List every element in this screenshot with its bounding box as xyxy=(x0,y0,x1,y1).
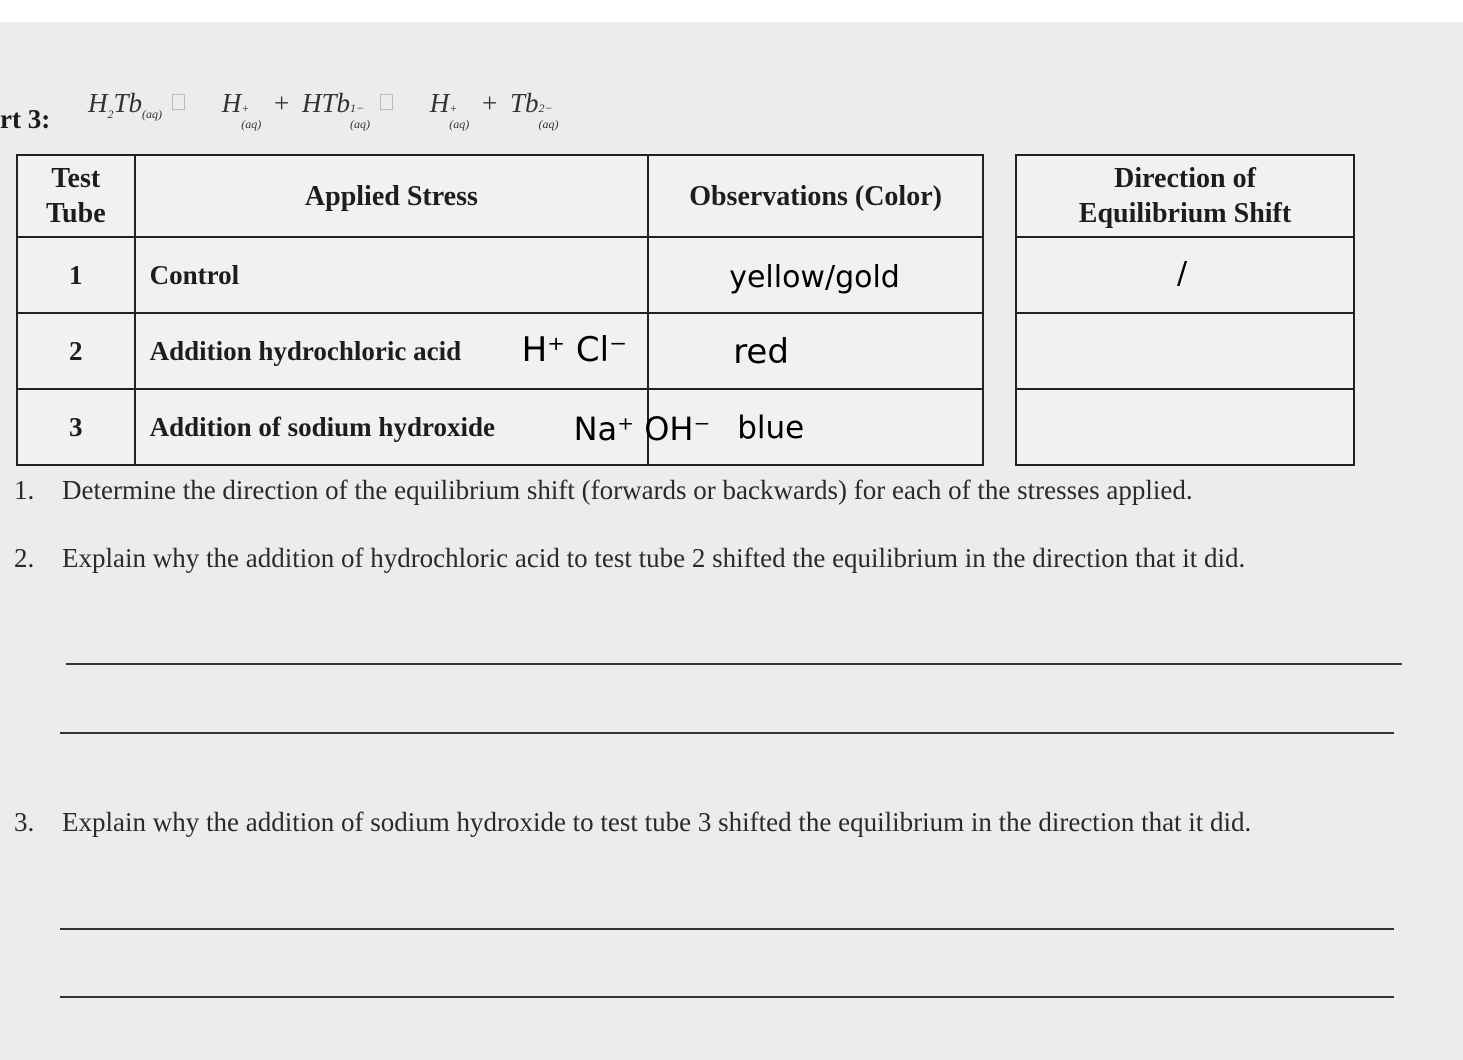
table-row xyxy=(17,389,983,465)
question-3 xyxy=(14,804,1354,841)
answer-line[interactable] xyxy=(60,996,1394,998)
direction-cell[interactable] xyxy=(1016,389,1354,465)
question-1 xyxy=(14,472,1414,509)
tube-number: 3 xyxy=(17,389,135,465)
stress-cell: Control xyxy=(135,237,649,313)
answer-line[interactable] xyxy=(60,732,1394,734)
plus-sign: + xyxy=(274,88,290,118)
handwritten-observation: blue xyxy=(737,410,805,446)
tube-number: 2 xyxy=(17,313,135,389)
observation-cell[interactable] xyxy=(648,237,983,313)
handwritten-direction: / xyxy=(1177,256,1188,291)
observation-cell[interactable] xyxy=(648,313,983,389)
handwritten-observation: red xyxy=(733,332,789,372)
direction-cell[interactable] xyxy=(1016,237,1354,313)
handwritten-observation: yellow/gold xyxy=(729,260,900,295)
eq-htb: HTb 1− (aq) xyxy=(302,88,371,131)
question-text: Determine the direction of the equilibrium shift (forwards or backwards) for each of the stresses applied. xyxy=(62,475,1193,505)
part-label: rt 3: xyxy=(0,104,51,134)
stress-observation-table xyxy=(16,154,984,466)
table-header-row xyxy=(1016,155,1354,237)
tube-number: 1 xyxy=(17,237,135,313)
eq-h-plus-1: H + (aq) xyxy=(221,88,262,131)
equilibrium-arrow-glyph xyxy=(380,94,393,110)
question-number: 1. xyxy=(14,475,35,505)
table-row xyxy=(1016,313,1354,389)
plus-sign: + xyxy=(482,88,498,118)
question-text: Explain why the addition of hydrochloric acid to test tube 2 shifted the equilibrium in the direction that it did. xyxy=(62,543,1246,573)
answer-line[interactable] xyxy=(66,663,1402,665)
worksheet-page xyxy=(0,22,1463,1060)
handwritten-formula-hcl: H⁺ Cl⁻ xyxy=(521,330,628,370)
header-direction-shift: Direction of Equilibrium Shift xyxy=(1016,155,1354,237)
eq-h2tb: $H_2Tb_{(aq)}$ xyxy=(88,88,163,121)
eq-h-plus-2: H + (aq) xyxy=(429,88,470,131)
stress-cell: Addition hydrochloric acid H⁺ Cl⁻ xyxy=(135,313,649,389)
equilibrium-equation xyxy=(88,88,559,130)
header-applied-stress: Applied Stress xyxy=(135,155,649,237)
observation-cell[interactable] xyxy=(648,389,983,465)
table-row xyxy=(17,313,983,389)
direction-cell[interactable] xyxy=(1016,313,1354,389)
equilibrium-arrow-glyph xyxy=(172,94,185,110)
table-row xyxy=(1016,389,1354,465)
header-test-tube: Test Tube xyxy=(17,155,135,237)
direction-shift-table xyxy=(1015,154,1355,466)
handwritten-formula-naoh: Na⁺ OH⁻ xyxy=(573,410,711,448)
question-text: Explain why the addition of sodium hydroxide to test tube 3 shifted the equilibrium in the direction that it did. xyxy=(62,807,1252,837)
question-number: 3. xyxy=(14,807,35,837)
question-number: 2. xyxy=(14,543,35,573)
header-observations: Observations (Color) xyxy=(648,155,983,237)
eq-tb: Tb 2− (aq) xyxy=(510,88,559,131)
answer-line[interactable] xyxy=(60,928,1394,930)
table-row xyxy=(17,237,983,313)
stress-cell: Addition of sodium hydroxide Na⁺ OH⁻ xyxy=(135,389,649,465)
question-2 xyxy=(14,540,1354,577)
table-row xyxy=(1016,237,1354,313)
table-header-row xyxy=(17,155,983,237)
